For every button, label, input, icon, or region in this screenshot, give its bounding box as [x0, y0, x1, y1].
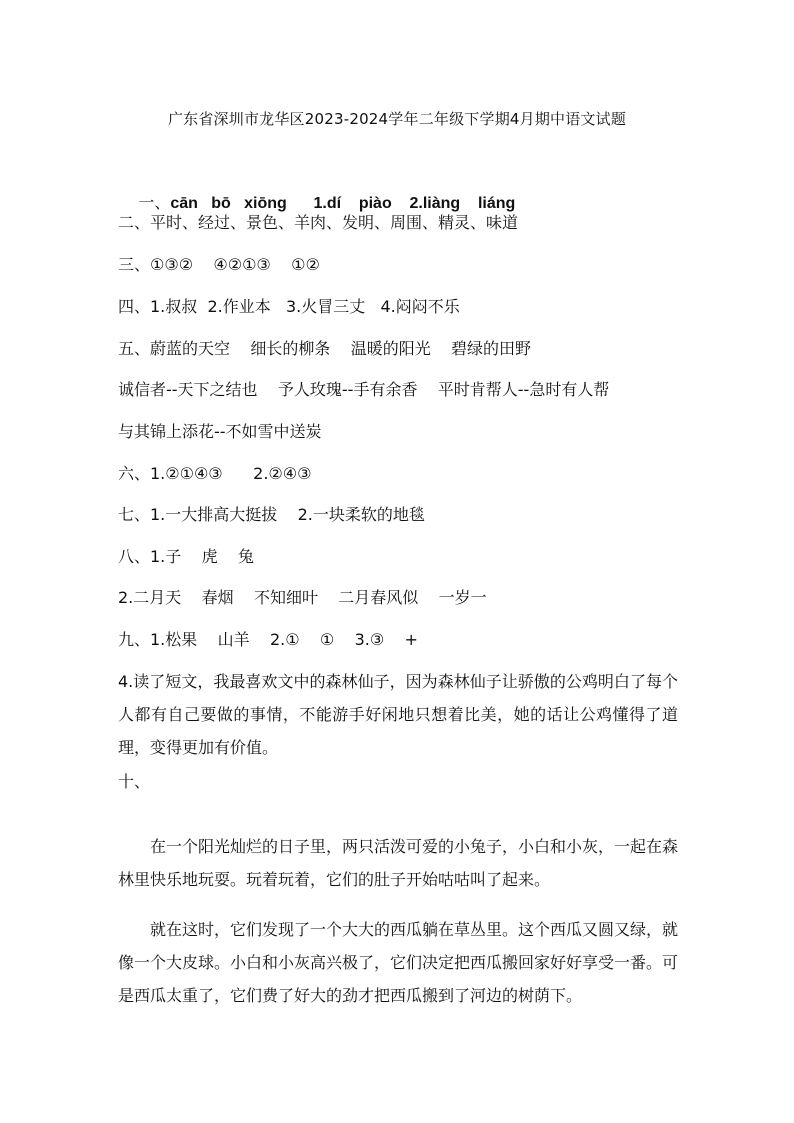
- answer-1-prefix: 一、: [138, 193, 171, 212]
- answer-line-4: 四、1.叔叔 2.作业本 3.火冒三丈 4.闷闷不乐: [118, 297, 460, 316]
- answer-paragraph-9-4: 4.读了短文，我最喜欢文中的森林仙子，因为森林仙子让骄傲的公鸡明白了每个人都有自己要做的事情，不能游手好闲地只想着比美，她的话让公鸡懂得了道理，变得更加有价值。: [118, 672, 678, 757]
- essay-paragraph-1: 在一个阳光灿烂的日子里，两只活泼可爱的小兔子，小白和小灰，一起在森林里快乐地玩耍。玩着玩着，它们的肚子开始咕咕叫了起来。: [118, 837, 679, 889]
- answer-line-10: 十、: [118, 772, 151, 791]
- answer-line-5b: 诚信者--天下之结也 予人玫瑰--手有余香 平时肯帮人--急时有人帮: [118, 380, 610, 399]
- answer-line-8: 八、1.子 虎 兔: [118, 547, 254, 566]
- answer-line-6: 六、1.②①④③ 2.②④③: [118, 464, 312, 483]
- essay-paragraph-2: 就在这时，它们发现了一个大大的西瓜躺在草丛里。这个西瓜又圆又绿，就像一个大皮球。小白和小灰高兴极了，它们决定把西瓜搬回家好好享受一番。可是西瓜太重了，它们费了好大的劲才把西瓜搬到了河边的树荫下。: [118, 920, 679, 1005]
- answer-line-5c: 与其锦上添花--不如雪中送炭: [118, 422, 322, 441]
- answer-1-pinyin: cān bō xiōng 1.dí piào 2.liàng liáng: [170, 195, 516, 212]
- answer-line-2: 二、平时、经过、景色、羊肉、发明、周围、精灵、味道: [118, 213, 519, 232]
- answer-line-5: 五、蔚蓝的天空 细长的柳条 温暖的阳光 碧绿的田野: [118, 339, 532, 358]
- answer-line-8b: 2.二月天 春烟 不知细叶 二月春风似 一岁一: [118, 588, 487, 607]
- document-title: 广东省深圳市龙华区2023-2024学年二年级下学期4月期中语文试题: [167, 110, 627, 128]
- answer-line-7: 七、1.一大排高大挺拔 2.一块柔软的地毯: [118, 505, 425, 524]
- answer-line-9: 九、1.松果 山羊 2.① ① 3.③ +: [118, 630, 418, 649]
- answer-line-3: 三、①③② ④②①③ ①②: [118, 255, 320, 274]
